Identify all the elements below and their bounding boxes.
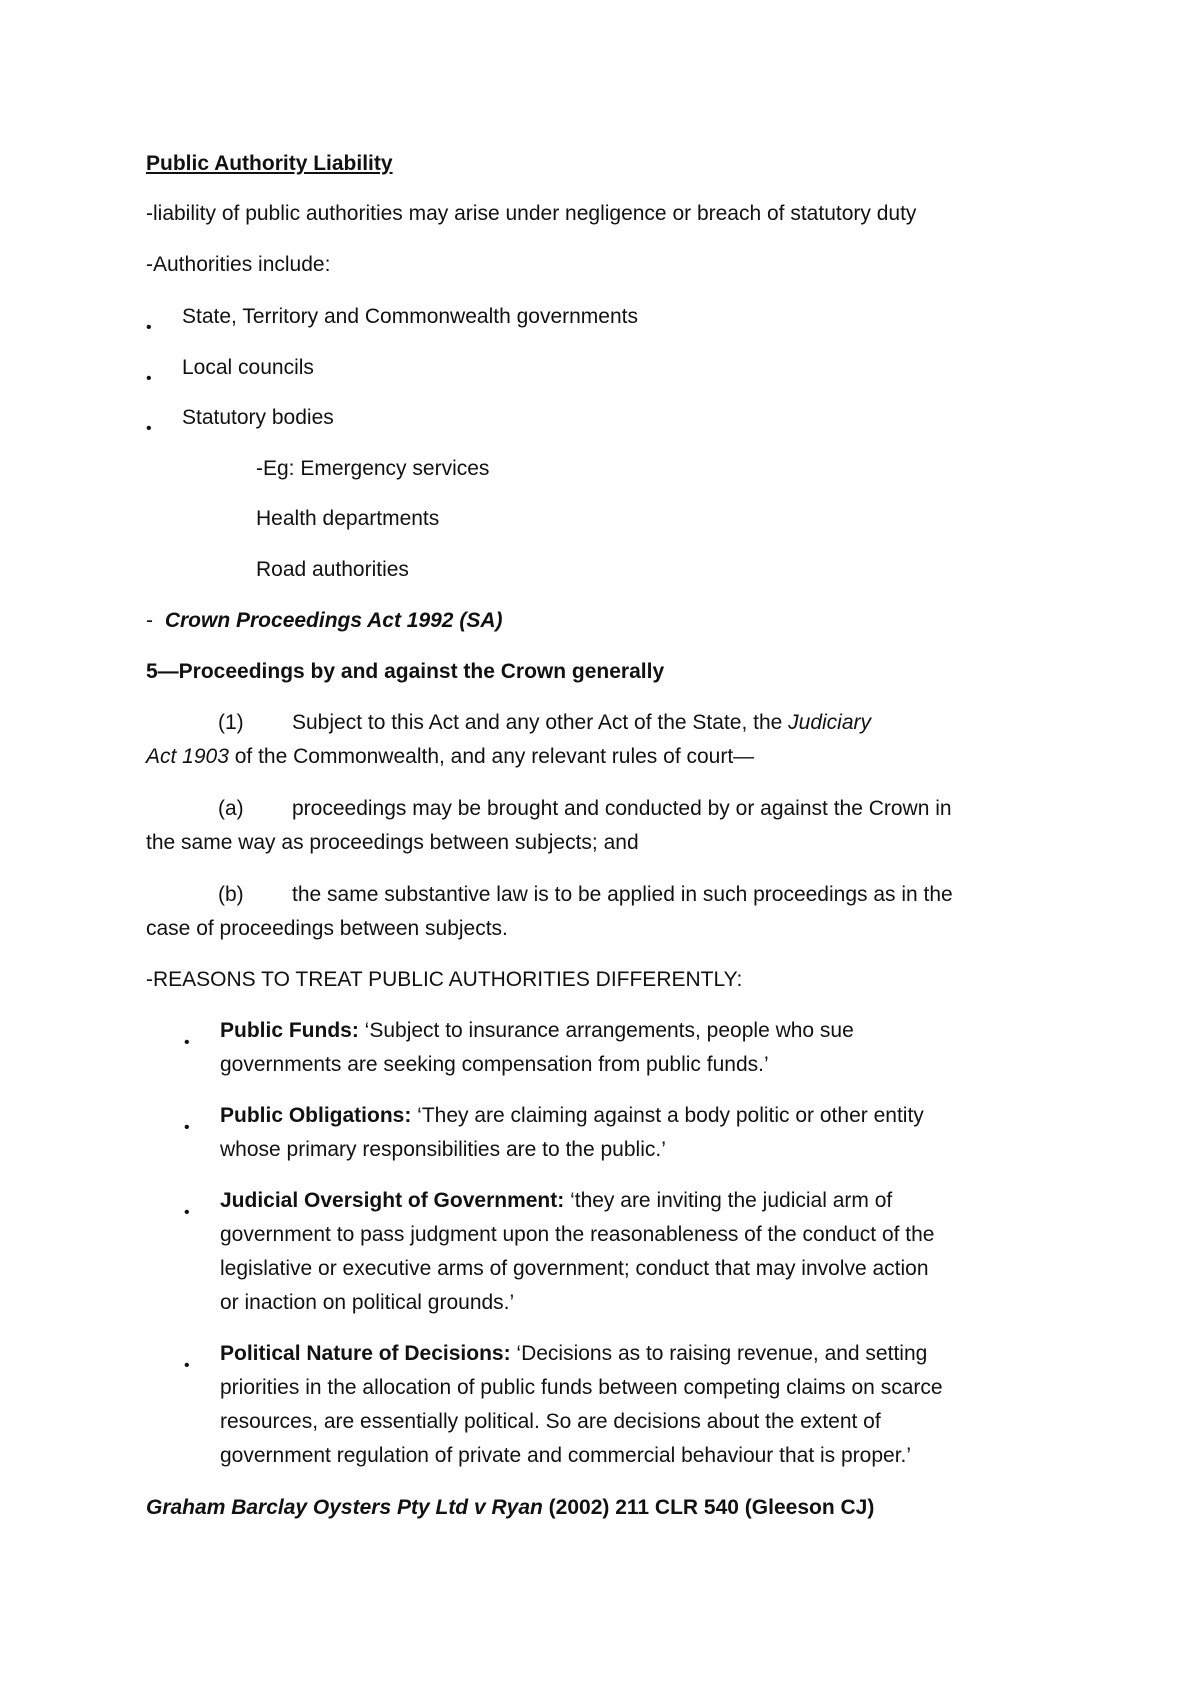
case-reference: (2002) 211 CLR 540 (Gleeson CJ) (542, 1496, 875, 1519)
bullet-icon: • (184, 1204, 190, 1221)
authorities-heading: -Authorities include: (146, 253, 331, 276)
example-item: Health departments (256, 507, 440, 530)
reason-text: ‘they are inviting the judicial arm of (564, 1189, 893, 1212)
reason-line (220, 1188, 892, 1213)
judiciary-italic: Judiciary (788, 711, 872, 734)
case-name: Graham Barclay Oysters Pty Ltd v Ryan (146, 1496, 543, 1519)
list-item: Statutory bodies (182, 406, 334, 429)
reason-text: ‘Subject to insurance arrangements, people who sue (358, 1019, 854, 1042)
subsection-1-text-cont: of the Commonwealth, and any relevant rules of court— (228, 745, 755, 768)
reason-line: government to pass judgment upon the reasonableness of the conduct of the (220, 1223, 935, 1246)
paragraph-a-line1: proceedings may be brought and conducted by or against the Crown in (292, 797, 952, 820)
reason-line (220, 1341, 927, 1366)
reason-line (220, 1103, 924, 1128)
reason-line: government regulation of private and commercial behaviour that is proper.’ (220, 1444, 912, 1467)
intro-text: -liability of public authorities may arise under negligence or breach of statutory duty (146, 202, 917, 225)
reason-line (220, 1018, 854, 1043)
paragraph-b-line2: case of proceedings between subjects. (146, 917, 508, 940)
reason-line: resources, are essentially political. So are decisions about the extent of (220, 1410, 881, 1433)
subsection-1-line2 (146, 744, 754, 769)
reason-line: priorities in the allocation of public funds between competing claims on scarce (220, 1376, 943, 1399)
list-item: State, Territory and Commonwealth governments (182, 305, 638, 328)
section-heading: 5—Proceedings by and against the Crown generally (146, 660, 665, 683)
reasons-heading: -REASONS TO TREAT PUBLIC AUTHORITIES DIFFERENTLY: (146, 968, 743, 991)
subsection-1-line1 (292, 710, 871, 735)
bullet-icon: • (146, 370, 152, 387)
bullet-icon: • (184, 1119, 190, 1136)
reason-line: governments are seeking compensation from public funds.’ (220, 1053, 769, 1076)
paragraph-a-line2: the same way as proceedings between subjects; and (146, 831, 639, 854)
reason-line: whose primary responsibilities are to the public.’ (220, 1138, 666, 1161)
case-citation (146, 1495, 874, 1520)
paragraph-a-number: (a) (218, 797, 244, 820)
bullet-icon: • (146, 420, 152, 437)
act-1903-italic: Act 1903 (146, 745, 229, 768)
bullet-icon: • (146, 319, 152, 336)
reason-line: legislative or executive arms of government; conduct that may involve action (220, 1257, 929, 1280)
act-dash: - (146, 609, 153, 632)
example-item: Road authorities (256, 558, 409, 581)
list-item: Local councils (182, 356, 314, 379)
reason-text: ‘They are claiming against a body politic or other entity (411, 1104, 924, 1127)
paragraph-b-number: (b) (218, 883, 244, 906)
reason-label: Political Nature of Decisions: (220, 1342, 511, 1365)
bullet-icon: • (184, 1034, 190, 1051)
subsection-1-number: (1) (218, 711, 244, 734)
paragraph-b-line1: the same substantive law is to be applied in such proceedings as in the (292, 883, 953, 906)
page-title: Public Authority Liability (146, 152, 393, 175)
reason-line: or inaction on political grounds.’ (220, 1291, 515, 1314)
reason-label: Public Obligations: (220, 1104, 412, 1127)
example-item: -Eg: Emergency services (256, 457, 490, 480)
reason-label: Public Funds: (220, 1019, 359, 1042)
reason-label: Judicial Oversight of Government: (220, 1189, 565, 1212)
reason-text: ‘Decisions as to raising revenue, and setting (510, 1342, 928, 1365)
act-title: Crown Proceedings Act 1992 (SA) (164, 609, 503, 632)
bullet-icon: • (184, 1357, 190, 1374)
subsection-1-text: Subject to this Act and any other Act of the State, the (292, 711, 789, 734)
act-line (146, 608, 502, 633)
